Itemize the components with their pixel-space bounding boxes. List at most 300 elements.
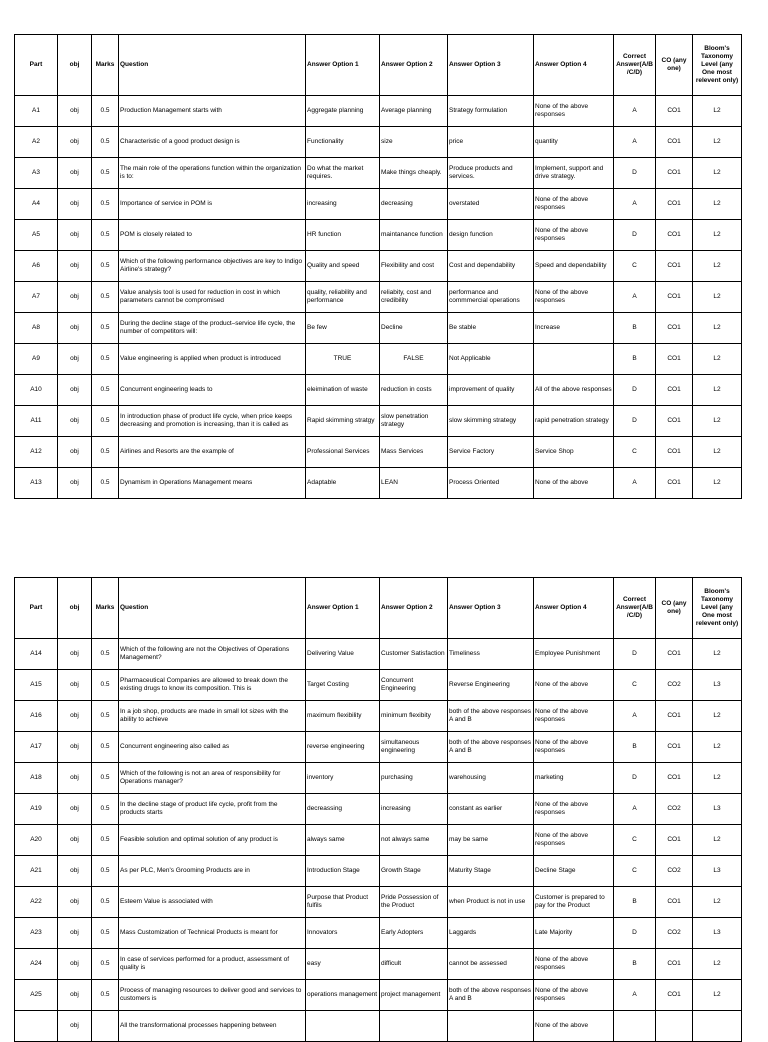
option-2-cell: Concurrent Engineering: [380, 670, 448, 701]
option-2-cell: decreasing: [380, 189, 448, 220]
question-cell: During the decline stage of the product–service life cycle, the number of competitors will:: [119, 313, 306, 344]
option-1-cell: Innovators: [306, 918, 380, 949]
co-cell: CO1: [656, 313, 693, 344]
column-header: Answer Option 3: [448, 35, 534, 96]
option-3-cell: both of the above responses A and B: [448, 980, 534, 1011]
option-3-cell: Service Factory: [448, 437, 534, 468]
marks-cell: 0.5: [92, 468, 119, 499]
marks-cell: 0.5: [92, 980, 119, 1011]
option-1-cell: easy: [306, 949, 380, 980]
column-header: Answer Option 3: [448, 578, 534, 639]
part-cell: A14: [15, 639, 58, 670]
correct-answer-cell: A: [614, 282, 656, 313]
question-cell: In a job shop, products are made in small lot sizes with the ability to achieve: [119, 701, 306, 732]
bloom-level-cell: L3: [693, 856, 742, 887]
table-row: [15, 856, 742, 887]
column-header: Answer Option 1: [306, 578, 380, 639]
marks-cell: 0.5: [92, 313, 119, 344]
option-3-cell: Cost and dependability: [448, 251, 534, 282]
correct-answer-cell: C: [614, 437, 656, 468]
bloom-level-cell: L2: [693, 763, 742, 794]
option-4-cell: None of the above responses: [534, 949, 614, 980]
bloom-level-cell: L2: [693, 127, 742, 158]
bloom-level-cell: L2: [693, 732, 742, 763]
correct-answer-cell: B: [614, 887, 656, 918]
marks-cell: 0.5: [92, 344, 119, 375]
question-cell: In the decline stage of product life cycle, profit from the products starts: [119, 794, 306, 825]
table-row: [15, 949, 742, 980]
column-header: Question: [119, 35, 306, 96]
option-1-cell: quality, reliability and performance: [306, 282, 380, 313]
co-cell: CO1: [656, 701, 693, 732]
question-cell: Esteem Value is associated with: [119, 887, 306, 918]
co-cell: CO2: [656, 794, 693, 825]
correct-answer-cell: [614, 1011, 656, 1042]
option-2-cell: increasing: [380, 794, 448, 825]
option-1-cell: Be few: [306, 313, 380, 344]
part-cell: A18: [15, 763, 58, 794]
correct-answer-cell: A: [614, 980, 656, 1011]
table-row: [15, 763, 742, 794]
obj-cell: obj: [58, 670, 92, 701]
header-row: [15, 578, 742, 639]
table-row: [15, 918, 742, 949]
option-2-cell: Decline: [380, 313, 448, 344]
option-3-cell: improvement of quality: [448, 375, 534, 406]
co-cell: CO1: [656, 220, 693, 251]
option-2-cell: Mass Services: [380, 437, 448, 468]
correct-answer-cell: D: [614, 220, 656, 251]
option-3-cell: overstated: [448, 189, 534, 220]
obj-cell: obj: [58, 127, 92, 158]
option-4-cell: Increase: [534, 313, 614, 344]
option-2-cell: reduction in costs: [380, 375, 448, 406]
option-4-cell: Service Shop: [534, 437, 614, 468]
column-header: CO (any one): [656, 35, 693, 96]
option-3-cell: Maturity Stage: [448, 856, 534, 887]
column-header: Answer Option 4: [534, 578, 614, 639]
table-row: [15, 189, 742, 220]
marks-cell: 0.5: [92, 127, 119, 158]
co-cell: CO2: [656, 670, 693, 701]
part-cell: [15, 1011, 58, 1042]
obj-cell: obj: [58, 189, 92, 220]
option-4-cell: None of the above: [534, 468, 614, 499]
option-3-cell: warehousing: [448, 763, 534, 794]
option-4-cell: None of the above responses: [534, 282, 614, 313]
part-cell: A25: [15, 980, 58, 1011]
option-4-cell: None of the above responses: [534, 980, 614, 1011]
co-cell: CO1: [656, 887, 693, 918]
correct-answer-cell: D: [614, 763, 656, 794]
question-cell: Which of the following are not the Objectives of Operations Management?: [119, 639, 306, 670]
option-2-cell: Customer Satisfaction: [380, 639, 448, 670]
marks-cell: 0.5: [92, 670, 119, 701]
marks-cell: 0.5: [92, 158, 119, 189]
co-cell: CO1: [656, 127, 693, 158]
option-3-cell: [448, 1011, 534, 1042]
obj-cell: obj: [58, 251, 92, 282]
option-4-cell: None of the above responses: [534, 825, 614, 856]
correct-answer-cell: C: [614, 670, 656, 701]
bloom-level-cell: L3: [693, 794, 742, 825]
table-row: [15, 406, 742, 437]
option-3-cell: Reverse Engineering: [448, 670, 534, 701]
option-4-cell: rapid penetration strategy: [534, 406, 614, 437]
table-row: [15, 127, 742, 158]
table-row: [15, 980, 742, 1011]
table-row: [15, 220, 742, 251]
option-4-cell: Implement, support and drive strategy.: [534, 158, 614, 189]
obj-cell: obj: [58, 763, 92, 794]
column-header: Bloom's Taxonomy Level (any One most relevent only): [693, 578, 742, 639]
table-row: [15, 437, 742, 468]
option-3-cell: cannot be assessed: [448, 949, 534, 980]
question-cell: Importance of service in POM is: [119, 189, 306, 220]
option-2-cell: minimum flexibity: [380, 701, 448, 732]
column-header: Correct Answer(A/B /C/D): [614, 35, 656, 96]
table-row: [15, 313, 742, 344]
marks-cell: 0.5: [92, 437, 119, 468]
table-row: [15, 282, 742, 313]
option-1-cell: inventory: [306, 763, 380, 794]
bloom-level-cell: L2: [693, 701, 742, 732]
table-row: [15, 158, 742, 189]
option-4-cell: marketing: [534, 763, 614, 794]
correct-answer-cell: A: [614, 189, 656, 220]
marks-cell: 0.5: [92, 794, 119, 825]
option-1-cell: HR function: [306, 220, 380, 251]
part-cell: A24: [15, 949, 58, 980]
part-cell: A21: [15, 856, 58, 887]
option-2-cell: FALSE: [380, 344, 448, 375]
marks-cell: 0.5: [92, 887, 119, 918]
correct-answer-cell: A: [614, 701, 656, 732]
obj-cell: obj: [58, 887, 92, 918]
part-cell: A20: [15, 825, 58, 856]
bloom-level-cell: L2: [693, 375, 742, 406]
option-1-cell: Functionality: [306, 127, 380, 158]
option-2-cell: not always same: [380, 825, 448, 856]
question-cell: Concurrent engineering leads to: [119, 375, 306, 406]
table-row: [15, 468, 742, 499]
correct-answer-cell: D: [614, 639, 656, 670]
obj-cell: obj: [58, 220, 92, 251]
table-row: [15, 794, 742, 825]
option-4-cell: [534, 344, 614, 375]
part-cell: A19: [15, 794, 58, 825]
part-cell: A6: [15, 251, 58, 282]
option-3-cell: Timeliness: [448, 639, 534, 670]
obj-cell: obj: [58, 406, 92, 437]
part-cell: A16: [15, 701, 58, 732]
option-4-cell: None of the above: [534, 1011, 614, 1042]
co-cell: CO1: [656, 732, 693, 763]
marks-cell: 0.5: [92, 282, 119, 313]
bloom-level-cell: L2: [693, 468, 742, 499]
bloom-level-cell: L2: [693, 639, 742, 670]
obj-cell: obj: [58, 732, 92, 763]
option-1-cell: maximum flexibility: [306, 701, 380, 732]
option-1-cell: Aggregate planning: [306, 96, 380, 127]
option-1-cell: eleimination of waste: [306, 375, 380, 406]
bloom-level-cell: L2: [693, 189, 742, 220]
option-4-cell: None of the above responses: [534, 794, 614, 825]
column-header: Question: [119, 578, 306, 639]
part-cell: A17: [15, 732, 58, 763]
question-cell: Production Management starts with: [119, 96, 306, 127]
marks-cell: 0.5: [92, 763, 119, 794]
column-header: Marks: [92, 578, 119, 639]
correct-answer-cell: B: [614, 732, 656, 763]
option-3-cell: both of the above responses A and B: [448, 732, 534, 763]
question-table-2: [14, 577, 742, 1042]
option-1-cell: Delivering Value: [306, 639, 380, 670]
question-cell: In case of services performed for a product, assessment of quality is: [119, 949, 306, 980]
option-2-cell: difficult: [380, 949, 448, 980]
co-cell: CO1: [656, 406, 693, 437]
correct-answer-cell: A: [614, 794, 656, 825]
option-3-cell: both of the above responses A and B: [448, 701, 534, 732]
co-cell: CO1: [656, 639, 693, 670]
question-cell: Mass Customization of Technical Products is meant for: [119, 918, 306, 949]
correct-answer-cell: A: [614, 127, 656, 158]
bloom-level-cell: L2: [693, 313, 742, 344]
option-1-cell: Professional Services: [306, 437, 380, 468]
obj-cell: obj: [58, 856, 92, 887]
part-cell: A22: [15, 887, 58, 918]
marks-cell: 0.5: [92, 918, 119, 949]
part-cell: A7: [15, 282, 58, 313]
co-cell: CO1: [656, 437, 693, 468]
column-header: Answer Option 2: [380, 35, 448, 96]
obj-cell: obj: [58, 468, 92, 499]
option-1-cell: Purpose that Product fulfils: [306, 887, 380, 918]
option-4-cell: None of the above responses: [534, 701, 614, 732]
marks-cell: 0.5: [92, 856, 119, 887]
column-header: Correct Answer(A/B /C/D): [614, 578, 656, 639]
part-cell: A10: [15, 375, 58, 406]
co-cell: CO1: [656, 344, 693, 375]
co-cell: CO2: [656, 856, 693, 887]
option-3-cell: when Product is not in use: [448, 887, 534, 918]
option-2-cell: Pride Possession of the Product: [380, 887, 448, 918]
correct-answer-cell: B: [614, 949, 656, 980]
option-4-cell: None of the above responses: [534, 220, 614, 251]
option-2-cell: simultaneous engineering: [380, 732, 448, 763]
bloom-level-cell: L2: [693, 406, 742, 437]
option-3-cell: slow skimming strategy: [448, 406, 534, 437]
option-1-cell: increasing: [306, 189, 380, 220]
option-3-cell: Be stable: [448, 313, 534, 344]
column-header: Part: [15, 35, 58, 96]
option-2-cell: Growth Stage: [380, 856, 448, 887]
co-cell: CO1: [656, 763, 693, 794]
column-header: obj: [58, 578, 92, 639]
question-cell: The main role of the operations function within the organization is to:: [119, 158, 306, 189]
part-cell: A11: [15, 406, 58, 437]
co-cell: CO1: [656, 251, 693, 282]
question-cell: Airlines and Resorts are the example of: [119, 437, 306, 468]
question-table-1: [14, 34, 742, 499]
option-1-cell: TRUE: [306, 344, 380, 375]
option-2-cell: Average planning: [380, 96, 448, 127]
option-1-cell: Do what the market requires.: [306, 158, 380, 189]
column-header: Bloom's Taxonomy Level (any One most relevent only): [693, 35, 742, 96]
marks-cell: 0.5: [92, 251, 119, 282]
obj-cell: obj: [58, 375, 92, 406]
co-cell: CO1: [656, 825, 693, 856]
option-4-cell: Customer is prepared to pay for the Product: [534, 887, 614, 918]
option-1-cell: Adaptable: [306, 468, 380, 499]
marks-cell: 0.5: [92, 375, 119, 406]
option-3-cell: may be same: [448, 825, 534, 856]
part-cell: A12: [15, 437, 58, 468]
question-cell: Pharmaceutical Companies are allowed to break down the existing drugs to know its composition. This is: [119, 670, 306, 701]
bloom-level-cell: L2: [693, 282, 742, 313]
option-1-cell: Target Costing: [306, 670, 380, 701]
bloom-level-cell: L3: [693, 670, 742, 701]
obj-cell: obj: [58, 158, 92, 189]
co-cell: CO1: [656, 96, 693, 127]
option-4-cell: quantity: [534, 127, 614, 158]
correct-answer-cell: D: [614, 918, 656, 949]
table-row: [15, 344, 742, 375]
column-header: Answer Option 1: [306, 35, 380, 96]
option-3-cell: Laggards: [448, 918, 534, 949]
question-cell: Dynamism in Operations Management means: [119, 468, 306, 499]
option-2-cell: [380, 1011, 448, 1042]
obj-cell: obj: [58, 282, 92, 313]
co-cell: CO1: [656, 189, 693, 220]
part-cell: A4: [15, 189, 58, 220]
table-row: [15, 96, 742, 127]
option-3-cell: constant as earlier: [448, 794, 534, 825]
bloom-level-cell: L2: [693, 251, 742, 282]
correct-answer-cell: A: [614, 468, 656, 499]
question-cell: Which of the following performance objectives are key to Indigo Airline's strategy?: [119, 251, 306, 282]
bloom-level-cell: L2: [693, 220, 742, 251]
obj-cell: obj: [58, 1011, 92, 1042]
column-header: CO (any one): [656, 578, 693, 639]
question-cell: All the transformational processes happening between: [119, 1011, 306, 1042]
obj-cell: obj: [58, 437, 92, 468]
question-cell: Value engineering is applied when product is introduced: [119, 344, 306, 375]
obj-cell: obj: [58, 918, 92, 949]
obj-cell: obj: [58, 344, 92, 375]
option-3-cell: Process Oriented: [448, 468, 534, 499]
marks-cell: 0.5: [92, 949, 119, 980]
header-row: [15, 35, 742, 96]
marks-cell: [92, 1011, 119, 1042]
correct-answer-cell: C: [614, 825, 656, 856]
obj-cell: obj: [58, 313, 92, 344]
co-cell: CO2: [656, 918, 693, 949]
bloom-level-cell: L3: [693, 918, 742, 949]
option-1-cell: decreassing: [306, 794, 380, 825]
option-2-cell: reliabity, cost and credibility: [380, 282, 448, 313]
option-4-cell: Late Majority: [534, 918, 614, 949]
option-1-cell: reverse engineering: [306, 732, 380, 763]
option-4-cell: None of the above responses: [534, 732, 614, 763]
option-4-cell: Speed and dependability: [534, 251, 614, 282]
marks-cell: 0.5: [92, 639, 119, 670]
column-header: Answer Option 4: [534, 35, 614, 96]
option-1-cell: [306, 1011, 380, 1042]
co-cell: CO1: [656, 282, 693, 313]
obj-cell: obj: [58, 949, 92, 980]
co-cell: CO1: [656, 375, 693, 406]
column-header: Answer Option 2: [380, 578, 448, 639]
option-2-cell: Make things cheaply.: [380, 158, 448, 189]
marks-cell: 0.5: [92, 701, 119, 732]
option-3-cell: design function: [448, 220, 534, 251]
bloom-level-cell: L2: [693, 158, 742, 189]
option-2-cell: slow penetration strategy: [380, 406, 448, 437]
co-cell: [656, 1011, 693, 1042]
marks-cell: 0.5: [92, 189, 119, 220]
table-row: [15, 701, 742, 732]
option-2-cell: maintanance function: [380, 220, 448, 251]
option-1-cell: always same: [306, 825, 380, 856]
option-3-cell: Produce products and services.: [448, 158, 534, 189]
part-cell: A5: [15, 220, 58, 251]
co-cell: CO1: [656, 468, 693, 499]
question-cell: As per PLC, Men's Grooming Products are in: [119, 856, 306, 887]
correct-answer-cell: D: [614, 406, 656, 437]
option-4-cell: None of the above responses: [534, 189, 614, 220]
option-1-cell: Introduction Stage: [306, 856, 380, 887]
bloom-level-cell: L2: [693, 344, 742, 375]
marks-cell: 0.5: [92, 220, 119, 251]
option-4-cell: None of the above responses: [534, 96, 614, 127]
part-cell: A8: [15, 313, 58, 344]
marks-cell: 0.5: [92, 825, 119, 856]
bloom-level-cell: L2: [693, 887, 742, 918]
obj-cell: obj: [58, 701, 92, 732]
option-2-cell: Early Adopters: [380, 918, 448, 949]
obj-cell: obj: [58, 825, 92, 856]
table-row: [15, 670, 742, 701]
obj-cell: obj: [58, 96, 92, 127]
obj-cell: obj: [58, 639, 92, 670]
bloom-level-cell: L2: [693, 96, 742, 127]
obj-cell: obj: [58, 980, 92, 1011]
marks-cell: 0.5: [92, 96, 119, 127]
table-row: [15, 375, 742, 406]
part-cell: A2: [15, 127, 58, 158]
correct-answer-cell: C: [614, 856, 656, 887]
bloom-level-cell: L2: [693, 980, 742, 1011]
option-1-cell: Quality and speed: [306, 251, 380, 282]
option-4-cell: Decline Stage: [534, 856, 614, 887]
question-cell: Which of the following is not an area of responsibility for Operations manager?: [119, 763, 306, 794]
question-cell: Feasible solution and optimal solution of any product is: [119, 825, 306, 856]
correct-answer-cell: B: [614, 313, 656, 344]
option-4-cell: Employee Punishment: [534, 639, 614, 670]
bloom-level-cell: L2: [693, 825, 742, 856]
option-3-cell: performance and commmercial operations: [448, 282, 534, 313]
table-row: [15, 1011, 742, 1042]
option-3-cell: Not Applicable: [448, 344, 534, 375]
obj-cell: obj: [58, 794, 92, 825]
bloom-level-cell: L2: [693, 437, 742, 468]
marks-cell: 0.5: [92, 732, 119, 763]
co-cell: CO1: [656, 980, 693, 1011]
part-cell: A1: [15, 96, 58, 127]
co-cell: CO1: [656, 949, 693, 980]
table-row: [15, 825, 742, 856]
